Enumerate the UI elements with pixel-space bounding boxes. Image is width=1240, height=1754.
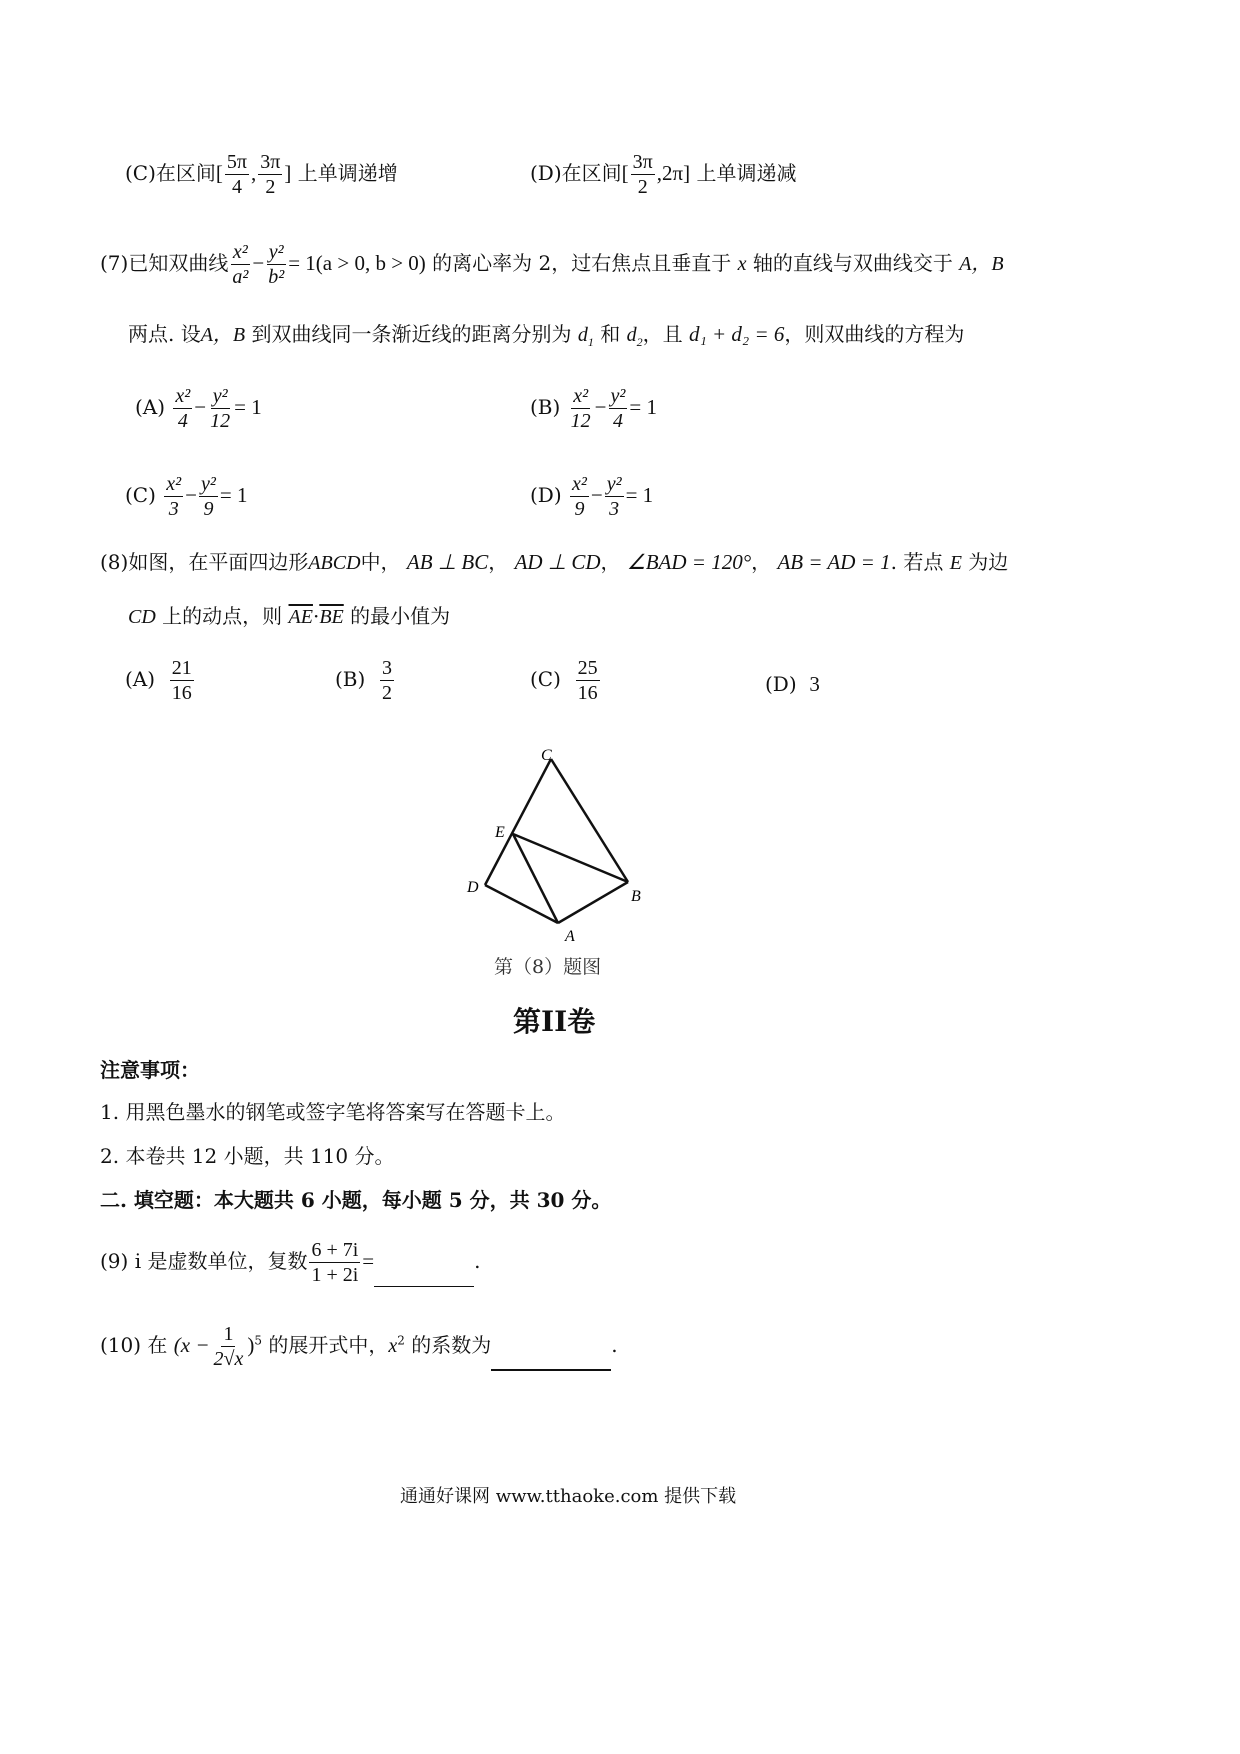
q7-stem-line2: 两点. 设A，B 到双曲线同一条渐近线的距离分别为 $d_1$ 和 $d_2$，且 d₁ + d₂ = 6，则双曲线的方程为 xyxy=(128,322,965,349)
edge-eb xyxy=(513,834,628,882)
q7-option-a: (A) $\frac{\text{x²}}{4}$ − $\frac{\text{y²}}{12}$ = 1 xyxy=(135,385,262,432)
q6-option-d: (D)在区间[ $\frac{3\pi}{2}$ ,2π] 上单调递减 xyxy=(530,151,797,198)
notice-title: 注意事项： xyxy=(100,1058,200,1082)
notice-2: 2. 本卷共 12 小题，共 110 分。 xyxy=(100,1144,395,1168)
notice-1: 1. 用黑色墨水的钢笔或签字笔将答案写在答题卡上。 xyxy=(100,1100,566,1124)
q7-option-b: (B) $\frac{\text{x²}}{12}$ − $\frac{\text{y²}}{4}$ = 1 xyxy=(530,385,657,432)
q8-option-a: (A) $\frac{21}{16}$ xyxy=(125,657,192,704)
q7-option-c: (C) $\frac{\text{x²}}{3}$ − $\frac{\text{y²}}{9}$ = 1 xyxy=(125,473,248,520)
q9-answer-blank[interactable] xyxy=(374,1264,474,1287)
q6-option-c: (C)在区间[ $\frac{5\pi}{4}$ , $\frac{3\pi}{2}$ ] 上单调递增 xyxy=(125,151,398,198)
q10-stem: (10) 在 (x − $\frac{1}{2√x}$ )$^5$ 的展开式中，$x^2$ 的系数为 . xyxy=(100,1323,618,1370)
q9-stem: (9) i 是虚数单位，复数 $\frac{6 + 7i}{1 + 2i}$ = . xyxy=(100,1239,481,1286)
q7-stem-line1: (7)已知双曲线 $\frac{\text{x²}}{\text{a²}}$ − $\frac{\text{y²}}{\text{b²}}$ = 1(a > 0, b > 0) 的离心率为 2，过右焦点且垂直于 x 轴的直线与双曲线交于 A，B xyxy=(100,241,1004,288)
q7-option-d: (D) $\frac{\text{x²}}{9}$ − $\frac{\text{y²}}{3}$ = 1 xyxy=(530,473,654,520)
q8-option-c: (C) $\frac{25}{16}$ xyxy=(530,657,598,704)
point-label-c: C xyxy=(541,747,552,764)
edge-cb xyxy=(551,759,628,882)
edge-ba xyxy=(558,882,628,923)
q10-answer-blank[interactable] xyxy=(491,1347,611,1371)
point-label-e: E xyxy=(495,824,505,841)
point-label-b: B xyxy=(631,888,641,905)
section-heading: 二. 填空题：本大题共 6 小题，每小题 5 分，共 30 分。 xyxy=(100,1188,612,1212)
point-label-d: D xyxy=(467,879,479,896)
footer-text: 通通好课网 www.tthaoke.com 提供下载 xyxy=(400,1486,737,1507)
point-label-a: A xyxy=(565,928,575,945)
edge-dc xyxy=(485,759,551,885)
q8-option-d: (D) 3 xyxy=(765,672,820,696)
q8-stem-line2: CD 上的动点，则 $\overline{AE}\cdot\overline{BE}$ 的最小值为 xyxy=(128,604,451,628)
q8-figure xyxy=(455,745,655,945)
q8-figure-caption: 第（8）题图 xyxy=(494,956,602,978)
q8-stem-line1: (8)如图，在平面四边形ABCD中， AB ⊥ BC， AD ⊥ CD， ∠BAD = 120°， AB = AD = 1. 若点 E 为边 xyxy=(100,550,1009,574)
q8-option-b: (B) $\frac{3}{2}$ xyxy=(335,657,393,704)
part2-title: 第II卷 xyxy=(513,1005,596,1038)
edge-ea xyxy=(513,834,558,923)
